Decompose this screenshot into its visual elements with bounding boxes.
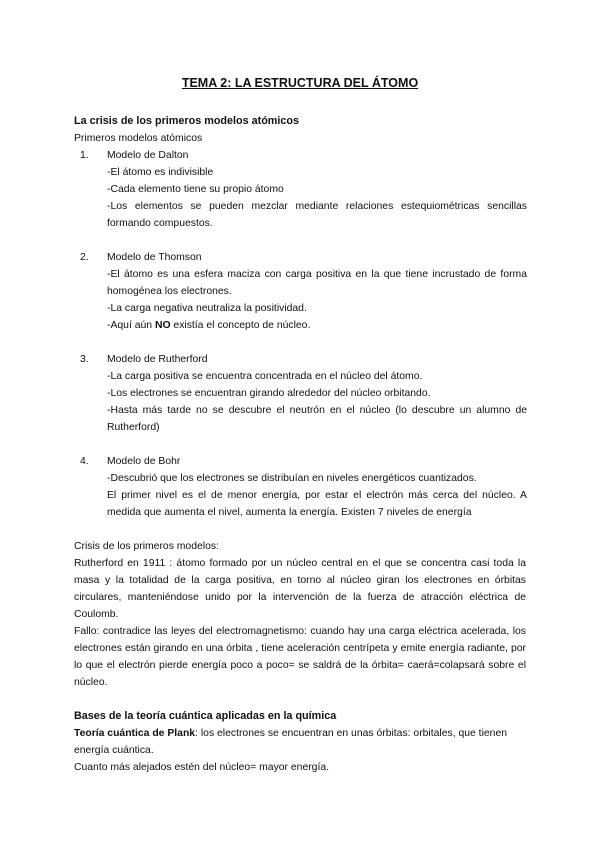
section-subheading: Primeros modelos atómicos (74, 133, 203, 144)
list-number: 2. (80, 252, 89, 263)
model-point: -Hasta más tarde no se descubre el neutrón en el núcleo (lo descubre un alumno de Rutherford) (107, 405, 527, 433)
model-point: -Cada elemento tiene su propio átomo (107, 184, 284, 195)
list-number: 3. (80, 354, 89, 365)
list-number: 1. (80, 150, 89, 161)
model-point-text: existía el concepto de núcleo. (170, 320, 311, 331)
section-heading-quantum: Bases de la teoría cuántica aplicadas en la química (74, 710, 337, 722)
model-name-rutherford: Modelo de Rutherford (107, 354, 208, 365)
crisis-fallo-paragraph: Fallo: contradice las leyes del electromagnetismo: cuando hay una carga eléctrica acelerada, los electrones están girando en una órbita , tiene aceleración centrípeta y emite energía radiante, por lo que el electrón pierde energía poco a poco= se saldrá de la órbita= caerá=colapsará sobre el núcleo. (74, 626, 526, 688)
model-point: -El átomo es indivisible (107, 167, 214, 178)
plank-label: Teoría cuántica de Plank (74, 728, 196, 739)
model-name-bohr: Modelo de Bohr (107, 456, 181, 467)
crisis-rutherford-paragraph: Rutherford en 1911 : átomo formado por un núcleo central en el que se concentra casi toda la masa y la totalidad de la carga positiva, en torno al núcleo giran los electrones en órbitas circulares, manteniéndose unido por la intervención de la fuerza de atracción eléctrica de Coulomb. (74, 558, 526, 620)
model-point-text: -Aquí aún (107, 320, 155, 331)
section-heading-crisis: La crisis de los primeros modelos atómicos (74, 115, 300, 127)
crisis-label: Crisis de los primeros modelos: (74, 541, 219, 552)
model-point: El primer nivel es el de menor energía, por estar el electrón más cerca del núcleo. A medida que aumenta el nivel, aumenta la energía. Existen 7 niveles de energía (107, 490, 527, 518)
document-title: TEMA 2: LA ESTRUCTURA DEL ÁTOMO (181, 76, 419, 90)
model-point: -El átomo es una esfera maciza con carga positiva en la que tiene incrustado de forma homogénea los electrones. (107, 269, 527, 297)
model-point: -La carga positiva se encuentra concentrada en el núcleo del átomo. (107, 371, 423, 382)
list-number: 4. (80, 456, 89, 467)
model-name-thomson: Modelo de Thomson (107, 252, 202, 263)
model-point: -Descubrió que los electrones se distribuían en niveles energéticos cuantizados. (107, 473, 477, 484)
model-point (107, 317, 527, 334)
model-point: -La carga negativa neutraliza la positividad. (107, 303, 307, 314)
closing-sentence: Cuanto más alejados estén del núcleo= mayor energía. (74, 762, 330, 773)
model-point: -Los elementos se pueden mezclar mediante relaciones estequiométricas sencillas formando compuestos. (107, 201, 527, 229)
plank-paragraph (74, 725, 526, 759)
model-name-dalton: Modelo de Dalton (107, 150, 189, 161)
model-point-emphasis: NO (154, 320, 171, 331)
plank-text: : los electrones se encuentran en unas órbitas: orbitales, que tienen energía cuántica. (74, 728, 507, 756)
model-point: -Los electrones se encuentran girando alrededor del núcleo orbitando. (107, 388, 431, 399)
